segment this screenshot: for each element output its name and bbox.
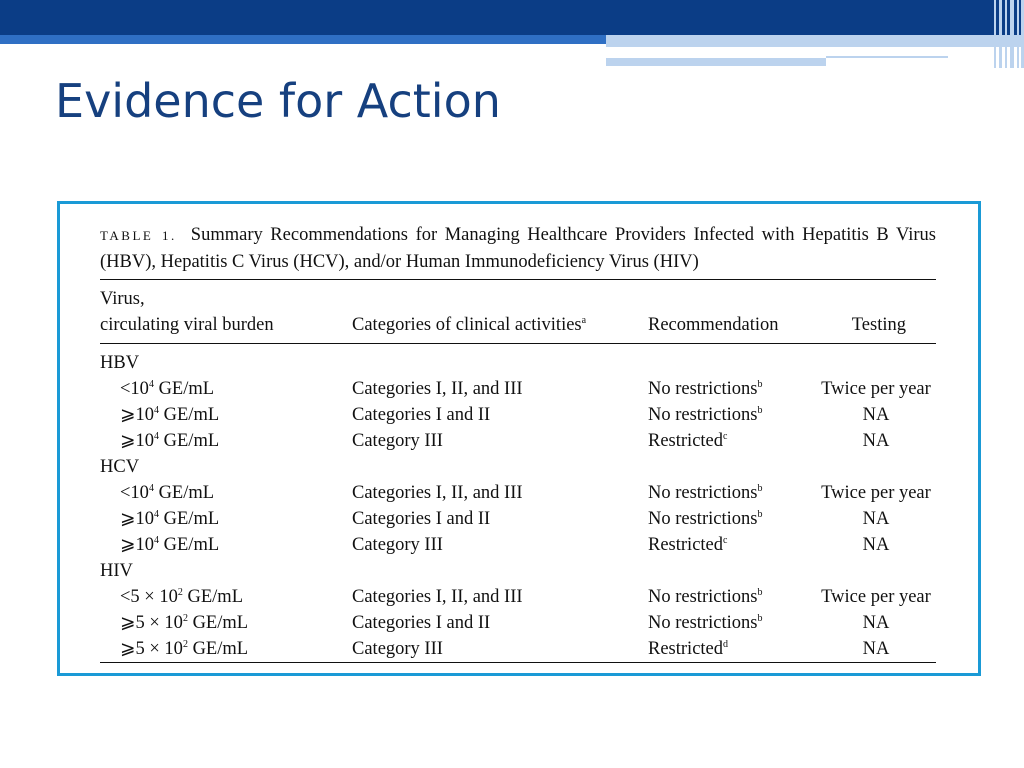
burden-unit: GE/mL <box>153 379 215 399</box>
cell-categories: Categories I, II, and III <box>352 379 523 399</box>
table-figure-frame <box>57 201 981 676</box>
recommendation-text: No restrictions <box>648 379 758 399</box>
recommendation-text: Restricted <box>648 639 724 659</box>
banner-light-band <box>606 35 1024 47</box>
cell-testing: Twice per year <box>821 587 931 607</box>
cell-recommendation <box>648 532 816 558</box>
virus-group-row <box>100 454 936 480</box>
burden-unit: GE/mL <box>159 535 220 555</box>
burden-exponent: 4 <box>148 483 154 494</box>
table-row <box>100 584 936 610</box>
burden-unit: GE/mL <box>187 639 249 659</box>
cell-testing: Twice per year <box>821 379 931 399</box>
cell-testing: NA <box>862 431 890 451</box>
header-categories <box>352 280 648 344</box>
cell-viral-burden <box>100 480 352 506</box>
recommendation-footnote: b <box>757 587 763 598</box>
header-virus-line2: circulating viral burden <box>100 315 274 335</box>
table-row <box>100 376 936 402</box>
recommendation-text: Restricted <box>648 431 724 451</box>
table-label: TABLE 1. <box>100 228 177 243</box>
cell-testing: NA <box>862 613 890 633</box>
cell-recommendation <box>648 428 816 454</box>
table-row <box>100 402 936 428</box>
recommendation-footnote: b <box>757 379 763 390</box>
cell-categories: Categories I and II <box>352 405 491 425</box>
cell-viral-burden <box>100 584 352 610</box>
burden-unit: GE/mL <box>159 431 220 451</box>
cell-recommendation <box>648 402 816 428</box>
cell-recommendation <box>648 506 816 532</box>
burden-exponent: 2 <box>177 587 183 598</box>
burden-unit: GE/mL <box>182 587 243 607</box>
burden-prefix: ⩾5 × 10 <box>120 639 183 659</box>
burden-exponent: 2 <box>182 639 188 650</box>
burden-unit: GE/mL <box>187 613 249 633</box>
banner-dark-band <box>0 0 1024 35</box>
header-virus-line1: Virus, <box>100 289 145 309</box>
cell-categories: Categories I and II <box>352 613 491 633</box>
cell-viral-burden <box>100 428 352 454</box>
table-caption <box>100 222 936 275</box>
cell-categories: Category III <box>352 535 443 555</box>
recommendation-footnote: b <box>757 613 763 624</box>
virus-group-row <box>100 558 936 584</box>
cell-recommendation <box>648 376 816 402</box>
virus-group-label: HIV <box>100 561 133 581</box>
table-row <box>100 506 936 532</box>
burden-exponent: 4 <box>154 405 160 416</box>
cell-recommendation <box>648 636 816 663</box>
burden-exponent: 2 <box>182 613 188 624</box>
cell-categories: Categories I and II <box>352 509 491 529</box>
cell-testing: Twice per year <box>821 483 931 503</box>
burden-unit: GE/mL <box>159 405 220 425</box>
burden-prefix: <10 <box>120 379 149 399</box>
header-banner <box>0 0 1024 70</box>
burden-exponent: 4 <box>154 509 160 520</box>
recommendation-footnote: b <box>757 483 763 494</box>
cell-testing: NA <box>862 405 890 425</box>
burden-exponent: 4 <box>154 535 160 546</box>
burden-prefix: ⩾10 <box>120 431 155 451</box>
header-recommendation: Recommendation <box>648 280 816 344</box>
virus-group-row <box>100 344 936 377</box>
cell-testing: NA <box>862 639 890 659</box>
recommendation-text: No restrictions <box>648 405 758 425</box>
burden-prefix: <10 <box>120 483 149 503</box>
virus-group-label: HCV <box>100 457 140 477</box>
cell-recommendation <box>648 584 816 610</box>
burden-prefix: ⩾10 <box>120 535 155 555</box>
recommendation-text: No restrictions <box>648 483 758 503</box>
burden-exponent: 4 <box>148 379 154 390</box>
recommendation-text: Restricted <box>648 535 724 555</box>
table-caption-text: Summary Recommendations for Managing Healthcare Providers Infected with Hepatitis B Virus (HBV), Hepatitis C Virus (HCV), and/or Human Immunodeficiency Virus (HIV) <box>100 225 937 272</box>
burden-exponent: 4 <box>154 431 160 442</box>
table-row <box>100 532 936 558</box>
banner-mid-band <box>0 35 606 44</box>
burden-prefix: <5 × 10 <box>120 587 178 607</box>
header-categories-label: Categories of clinical activities <box>352 315 582 335</box>
recommendation-footnote: b <box>757 405 763 416</box>
burden-prefix: ⩾10 <box>120 405 155 425</box>
cell-viral-burden <box>100 610 352 636</box>
cell-recommendation <box>648 480 816 506</box>
cell-viral-burden <box>100 402 352 428</box>
cell-viral-burden <box>100 532 352 558</box>
cell-viral-burden <box>100 636 352 663</box>
cell-categories: Categories I, II, and III <box>352 587 523 607</box>
cell-viral-burden <box>100 506 352 532</box>
recommendation-footnote: c <box>723 535 728 546</box>
table-figure <box>100 222 936 663</box>
recommendation-footnote: d <box>723 639 729 650</box>
burden-prefix: ⩾10 <box>120 509 155 529</box>
cell-testing: NA <box>862 509 890 529</box>
table-header-row <box>100 280 936 344</box>
burden-unit: GE/mL <box>159 509 220 529</box>
slide-title: Evidence for Action <box>55 74 501 128</box>
recommendation-footnote: b <box>757 509 763 520</box>
banner-stripes <box>992 0 1024 68</box>
header-testing: Testing <box>816 280 936 344</box>
header-virus <box>100 280 352 344</box>
table-row <box>100 428 936 454</box>
cell-categories: Category III <box>352 639 443 659</box>
table-row <box>100 636 936 663</box>
table-row <box>100 480 936 506</box>
banner-light-band-lower <box>606 58 826 66</box>
cell-viral-burden <box>100 376 352 402</box>
virus-group-label: HBV <box>100 353 140 373</box>
recommendation-text: No restrictions <box>648 613 758 633</box>
burden-unit: GE/mL <box>153 483 215 503</box>
table-body <box>100 344 936 663</box>
banner-accent-line <box>826 56 948 58</box>
recommendation-text: No restrictions <box>648 587 758 607</box>
cell-categories: Category III <box>352 431 443 451</box>
table-row <box>100 610 936 636</box>
header-categories-footnote: a <box>581 315 587 326</box>
cell-categories: Categories I, II, and III <box>352 483 523 503</box>
recommendation-text: No restrictions <box>648 509 758 529</box>
recommendation-footnote: c <box>723 431 728 442</box>
cell-recommendation <box>648 610 816 636</box>
burden-prefix: ⩾5 × 10 <box>120 613 183 633</box>
recommendations-table <box>100 279 936 663</box>
cell-testing: NA <box>862 535 890 555</box>
